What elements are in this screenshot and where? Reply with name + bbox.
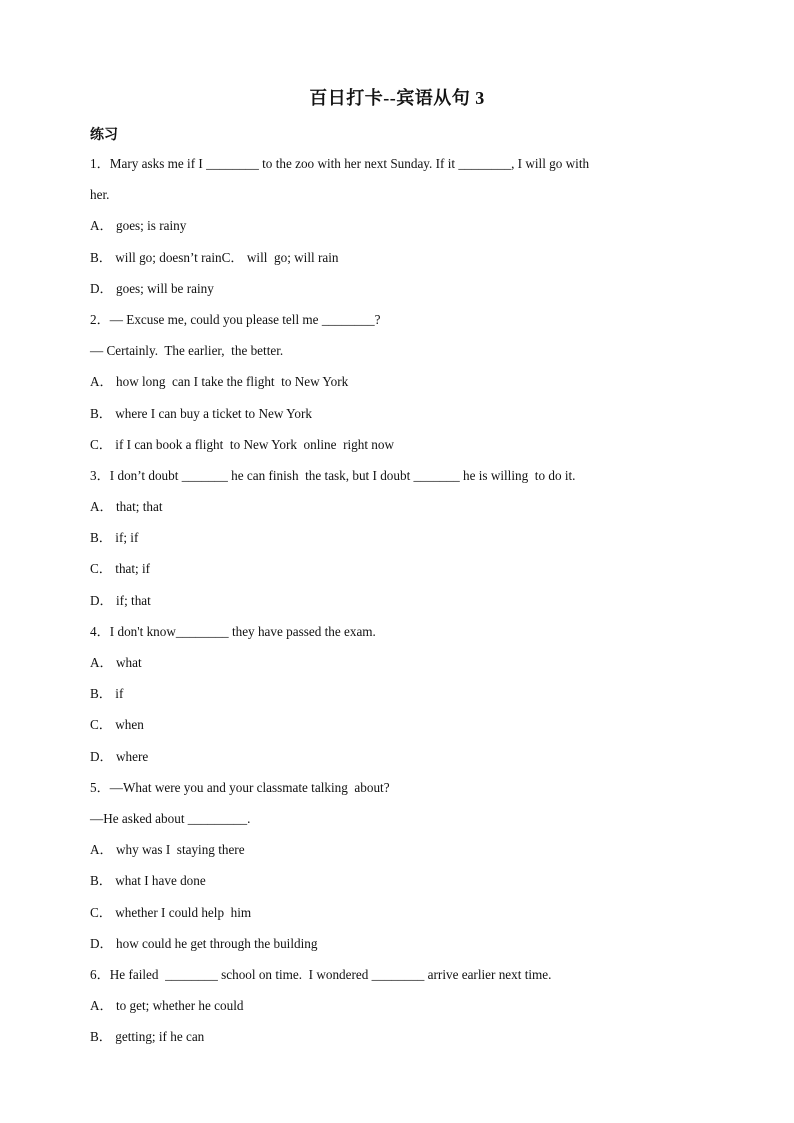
text-line: C． when [90,717,144,733]
text-line: 1．Mary asks me if I ________ to the zoo with her next Sunday. If it ________, I will go with [90,156,590,171]
page-title: 百日打卡--宾语从句 3 [309,88,485,108]
text-line: B． where I can buy a ticket to New York [90,405,312,421]
text-line: A． goes; is rainy [90,218,187,234]
text-line: C． that; if [90,561,151,577]
section-label: 练习 [90,128,118,143]
text-line: 3．I don’t doubt _______ he can finish the task, but I doubt _______ he is willing to do it. [90,467,576,483]
text-line: A． what [90,655,142,670]
text-line: 2．— Excuse me, could you please tell me ________? [90,311,381,327]
text-line: 4．I don't know________ they have passed the exam. [90,623,376,639]
text-line: D． goes; will be rainy [90,280,214,296]
text-line: B． getting; if he can [90,1029,205,1045]
text-line: B． if [90,686,124,702]
text-line: 5．—What were you and your classmate talking about? [90,779,390,795]
text-line: A． to get; whether he could [90,998,244,1014]
text-line: C． if I can book a flight to New York online right now [90,436,395,452]
text-line: D． if; that [90,592,151,608]
text-line: D． how could he get through the building [90,935,318,951]
text-line: D． where [90,748,149,764]
text-line: A． that; that [90,499,163,515]
text-line: —He asked about _________. [90,810,251,826]
text-line: — Certainly. The earlier, the better. [90,343,284,359]
text-line: B． will go; doesn’t rainC． will go; will rain [90,249,339,265]
text-line: C． whether I could help him [90,904,252,920]
text-line: B． if; if [90,530,139,546]
text-line: A． how long can I take the flight to New York [90,374,349,390]
text-line: 6．He failed ________ school on time. I wondered ________ arrive earlier next time. [90,966,552,982]
text-line: B． what I have done [90,873,206,889]
question-lines [90,153,710,1057]
text-line: her. [90,187,110,203]
text-line: A． why was I staying there [90,842,245,858]
